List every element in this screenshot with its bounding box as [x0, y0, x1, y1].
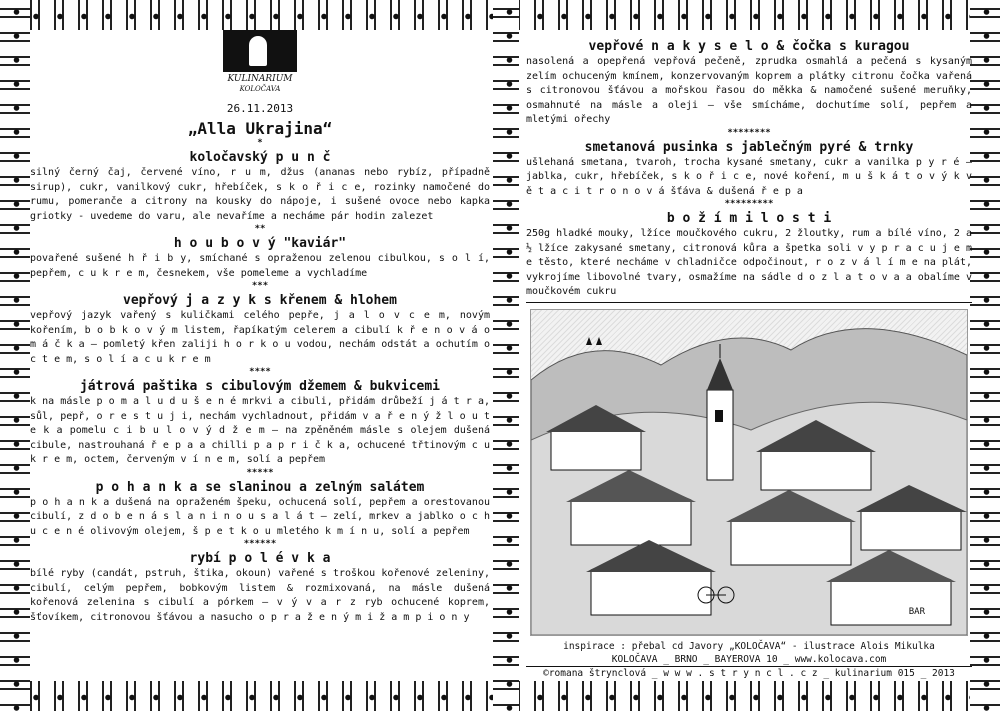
footer-address: KOLOČAVA _ BRNO _ BAYEROVA 10 _ www.kolocava.com: [611, 653, 887, 665]
recipe-title: játrová paštika s cibulovým džemem & bukvicemi: [79, 379, 441, 394]
illustration-sign: BAR: [908, 606, 925, 617]
recipe-text: ušlehaná smetana, tvaroh, trocha kysané smetany, cukr a vanilka p y r é – jablka, cukr, hřebíček, s k o ř i c e, nové koření, m u š k á t o v ý k v ě t a c i t r o n o v á šťáva & dušená ř e p a: [526, 156, 972, 197]
separator: *****: [246, 467, 274, 478]
recipe-text: 250g hladké mouky, lžíce moučkového cukru, 2 žloutky, rum a bílé víno, 2 a ½ lžíce zakysané smetany, citronová kůra a špetka soli v y p r a c u j e m e těsto, které necháme v chladničce odpočinout, r o z v á l í m e na plát, vykrojíme libovolné tvary, osmažíme na sádle d o z l a t o v a a obalíme v moučkovém cukru: [526, 227, 972, 303]
separator: **: [254, 224, 266, 234]
menu-date: 26.11.2013: [226, 102, 294, 115]
recipe-title: p o h a n k a se slaninou a zelným salátem: [95, 479, 425, 495]
kulinarium-logo: [223, 30, 297, 100]
recipe-text: bílé ryby (candát, pstruh, štika, okoun) vařené s troškou kořenové zeleniny, cibulí, celým pepřem, bobkovým listem & rozmixovaná, na másle dušená kořenová zelenina s cibulí a pórkem – v ý v a r z ryb ochucené koprem, šťovíkem, citronovou šťávou a nasucho o p r a ž e n ý m i ž a m p i o n y: [30, 568, 490, 623]
recipe-title: b o ž í m i l o s t i: [666, 211, 832, 226]
village-illustration: [530, 309, 968, 636]
logo-title: KULINARIUM: [227, 74, 293, 84]
footer-copyright: ©romana štrynclová _ w w w . s t r y n c l . c z _ kulinarium 015 _ 2013: [526, 666, 972, 680]
separator: ****: [249, 367, 271, 377]
folk-border-right: [970, 0, 1000, 711]
recipe-text: silný černý čaj, červené víno, r u m, džus (ananas nebo rybíz, případně sirup), cukr, vanilkový cukr, hřebíček, s k o ř i c e, rozinky namočené do rumu, pomeranče a citrony na kousky do nápoje, i sušené ovoce nebo kapka griotky - uvedeme do varu, ale nevaříme a necháme pár hodin zalezet: [30, 167, 490, 222]
recipe-text: povařené sušené h ř i b y, smíchané s opraženou zelenou cibulkou, s o l í, pepřem, c u k r e m, česnekem, vše pomeleme a vychladíme: [30, 253, 490, 279]
recipe-title: rybí p o l é v k a: [189, 551, 331, 566]
footer-credit: inspirace : přebal cd Javory „KOLOČAVA“ - ilustrace Alois Mikulka: [563, 640, 935, 652]
left-page: [30, 30, 490, 681]
folk-border-center: [493, 0, 519, 711]
recipe-text: p o h a n k a dušená na opraženém špeku, ochucená solí, pepřem a orestovanou cibulí, z d o b e n á s l a n i n o u s a l á t – zelí, mrkev a jablko o c h u c e n é olivovým olejem, š p e t k o u mletého k m í n u, solí a pepřem: [30, 496, 490, 537]
separator: *********: [724, 199, 774, 209]
recipe-title: h o u b o v ý "kaviár": [173, 236, 347, 251]
logo-text: [223, 74, 297, 93]
logo-subtitle: KOLOČAVA: [239, 85, 281, 93]
recipe-title: vepřový j a z y k s křenem & hlohem: [123, 293, 397, 308]
separator: ***: [251, 281, 269, 291]
recipe-title: smetanová pusinka s jablečným pyré & trnky: [584, 139, 914, 155]
recipe-title: vepřové n a k y s e l o & čočka s kuragou: [588, 39, 910, 54]
logo-figure-icon: [249, 36, 267, 66]
recipe-text: nasolená a opepřená vepřová pečeně, zprudka osmahlá a pečená s kysaným zelím ochuceným kmínem, konzervovaným koprem a plátky citronu čočka vařená s citronovou šťávou a mořskou řasou do měkka & namočené sušené meruňky, osmahnuté na másle a oleji – vše smícháme, dochutíme solí, pepřem a mletými ořechy: [526, 56, 972, 125]
recipe-text: k na másle p o m a l u d u š e n é mrkvi a cibuli, přidám drůbeží j á t r a, sůl, pepř, o r e s t u j i, nechám vychladnout, přidám v a ř e n ý ž l o u t e k a pomelu c i b u l o v ý d ž e m – na zpěněném másle s olejem dušená cibule, nastrouhaná ř e p a a chilli p a p r i č k a, ochucené třtinovým c u k r e m, octem, červeným v í n e m, solí a pepřem: [30, 396, 490, 465]
separator: *: [257, 138, 263, 148]
separator: ********: [727, 127, 771, 138]
separator: ******: [243, 539, 277, 549]
recipe-text: vepřový jazyk vařený s kuličkami celého pepře, j a l o v c e m, novým kořením, b o b k o v ý m listem, řapíkatým celerem a cibulí k ř e n o v á o m á č k a – pomletý křen zaliji h o r k o u vodou, nechám odstát a ochutím o c t e m, s o l í a c u k r e m: [30, 310, 490, 365]
village-drawing: [531, 310, 967, 635]
folk-border-left: [0, 0, 30, 711]
menu-title: „Alla Ukrajina“: [187, 119, 333, 138]
right-page: [526, 30, 972, 681]
recipe-title: koločavský p u n č: [189, 150, 331, 165]
